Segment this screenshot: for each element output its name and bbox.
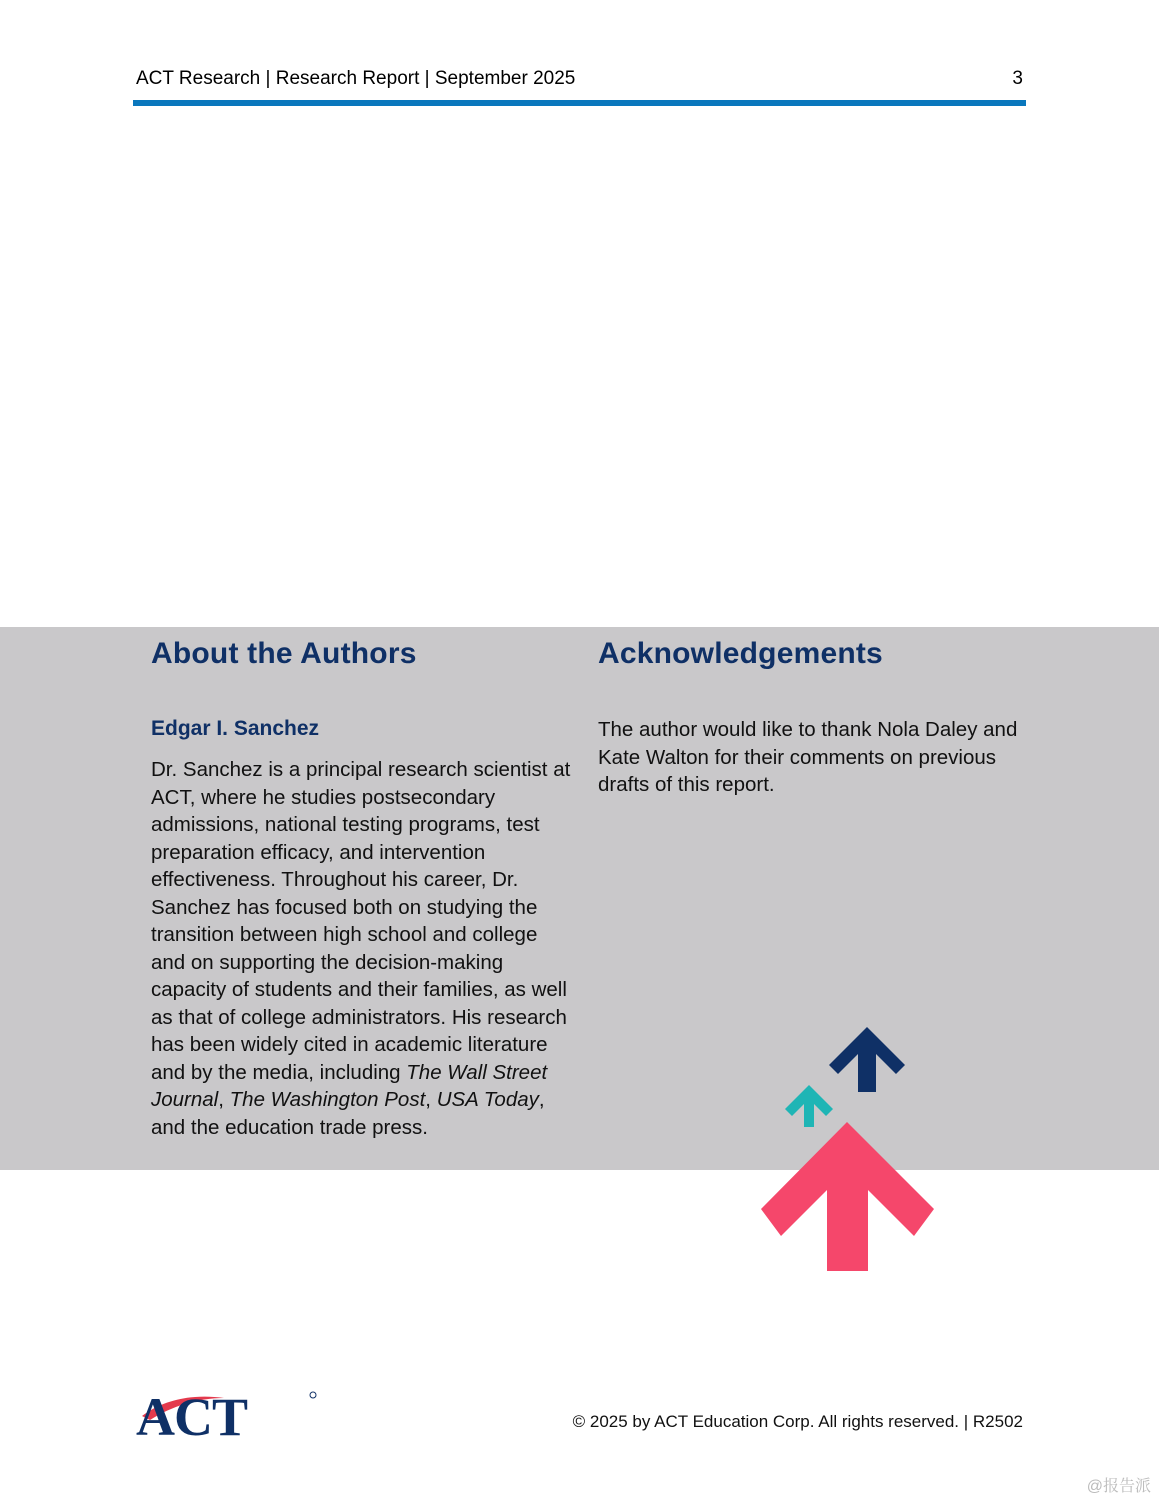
act-logo [136, 1386, 320, 1440]
acknowledgements-text: The author would like to thank Nola Daley and Kate Walton for their comments on previous drafts of this report. [598, 718, 1018, 796]
author-name: Edgar I. Sanchez [151, 717, 320, 740]
teal-arrow-icon [785, 1085, 833, 1127]
bio-pub-usatoday: USA Today [436, 1088, 539, 1111]
navy-arrow-icon [829, 1027, 905, 1092]
pink-arrow-icon [761, 1122, 934, 1271]
acknowledgements-heading: Acknowledgements [598, 637, 883, 670]
watermark: @报告派 [1086, 1478, 1151, 1495]
copyright-notice: © 2025 by ACT Education Corp. All rights reserved. | R2502 [572, 1412, 1023, 1431]
bio-text-1: Dr. Sanchez is a principal research scientist at ACT, where he studies postsecondary admissions, national testing programs, test preparation efficacy, and intervention effectiveness. Throughout his career, Dr. Sanchez has focused both on studying the transition between high school and college and on supporting the decision-making capacity of students and their families, as well as that of college administrators. His research has been widely cited in academic literature and by the media, including [151, 758, 571, 1084]
bio-text-end: , and the education trade press. [151, 1088, 545, 1139]
running-header: ACT Research | Research Report | September 2025 [136, 68, 576, 89]
bio-sep-2: , [425, 1088, 437, 1111]
page-number: 3 [1012, 68, 1023, 89]
bio-pub-wsj: The Wall Street Journal [151, 1060, 548, 1111]
bio-pub-wapo: The Washington Post [229, 1088, 426, 1111]
about-authors-section [151, 636, 571, 1141]
author-bio [151, 756, 571, 1141]
act-logo-text: ACT [136, 1387, 248, 1440]
arrows-graphic [755, 1020, 945, 1280]
header-rule [133, 100, 1026, 106]
acknowledgements-section [598, 636, 1018, 799]
bio-sep-1: , [218, 1088, 230, 1111]
about-authors-heading: About the Authors [151, 637, 417, 670]
